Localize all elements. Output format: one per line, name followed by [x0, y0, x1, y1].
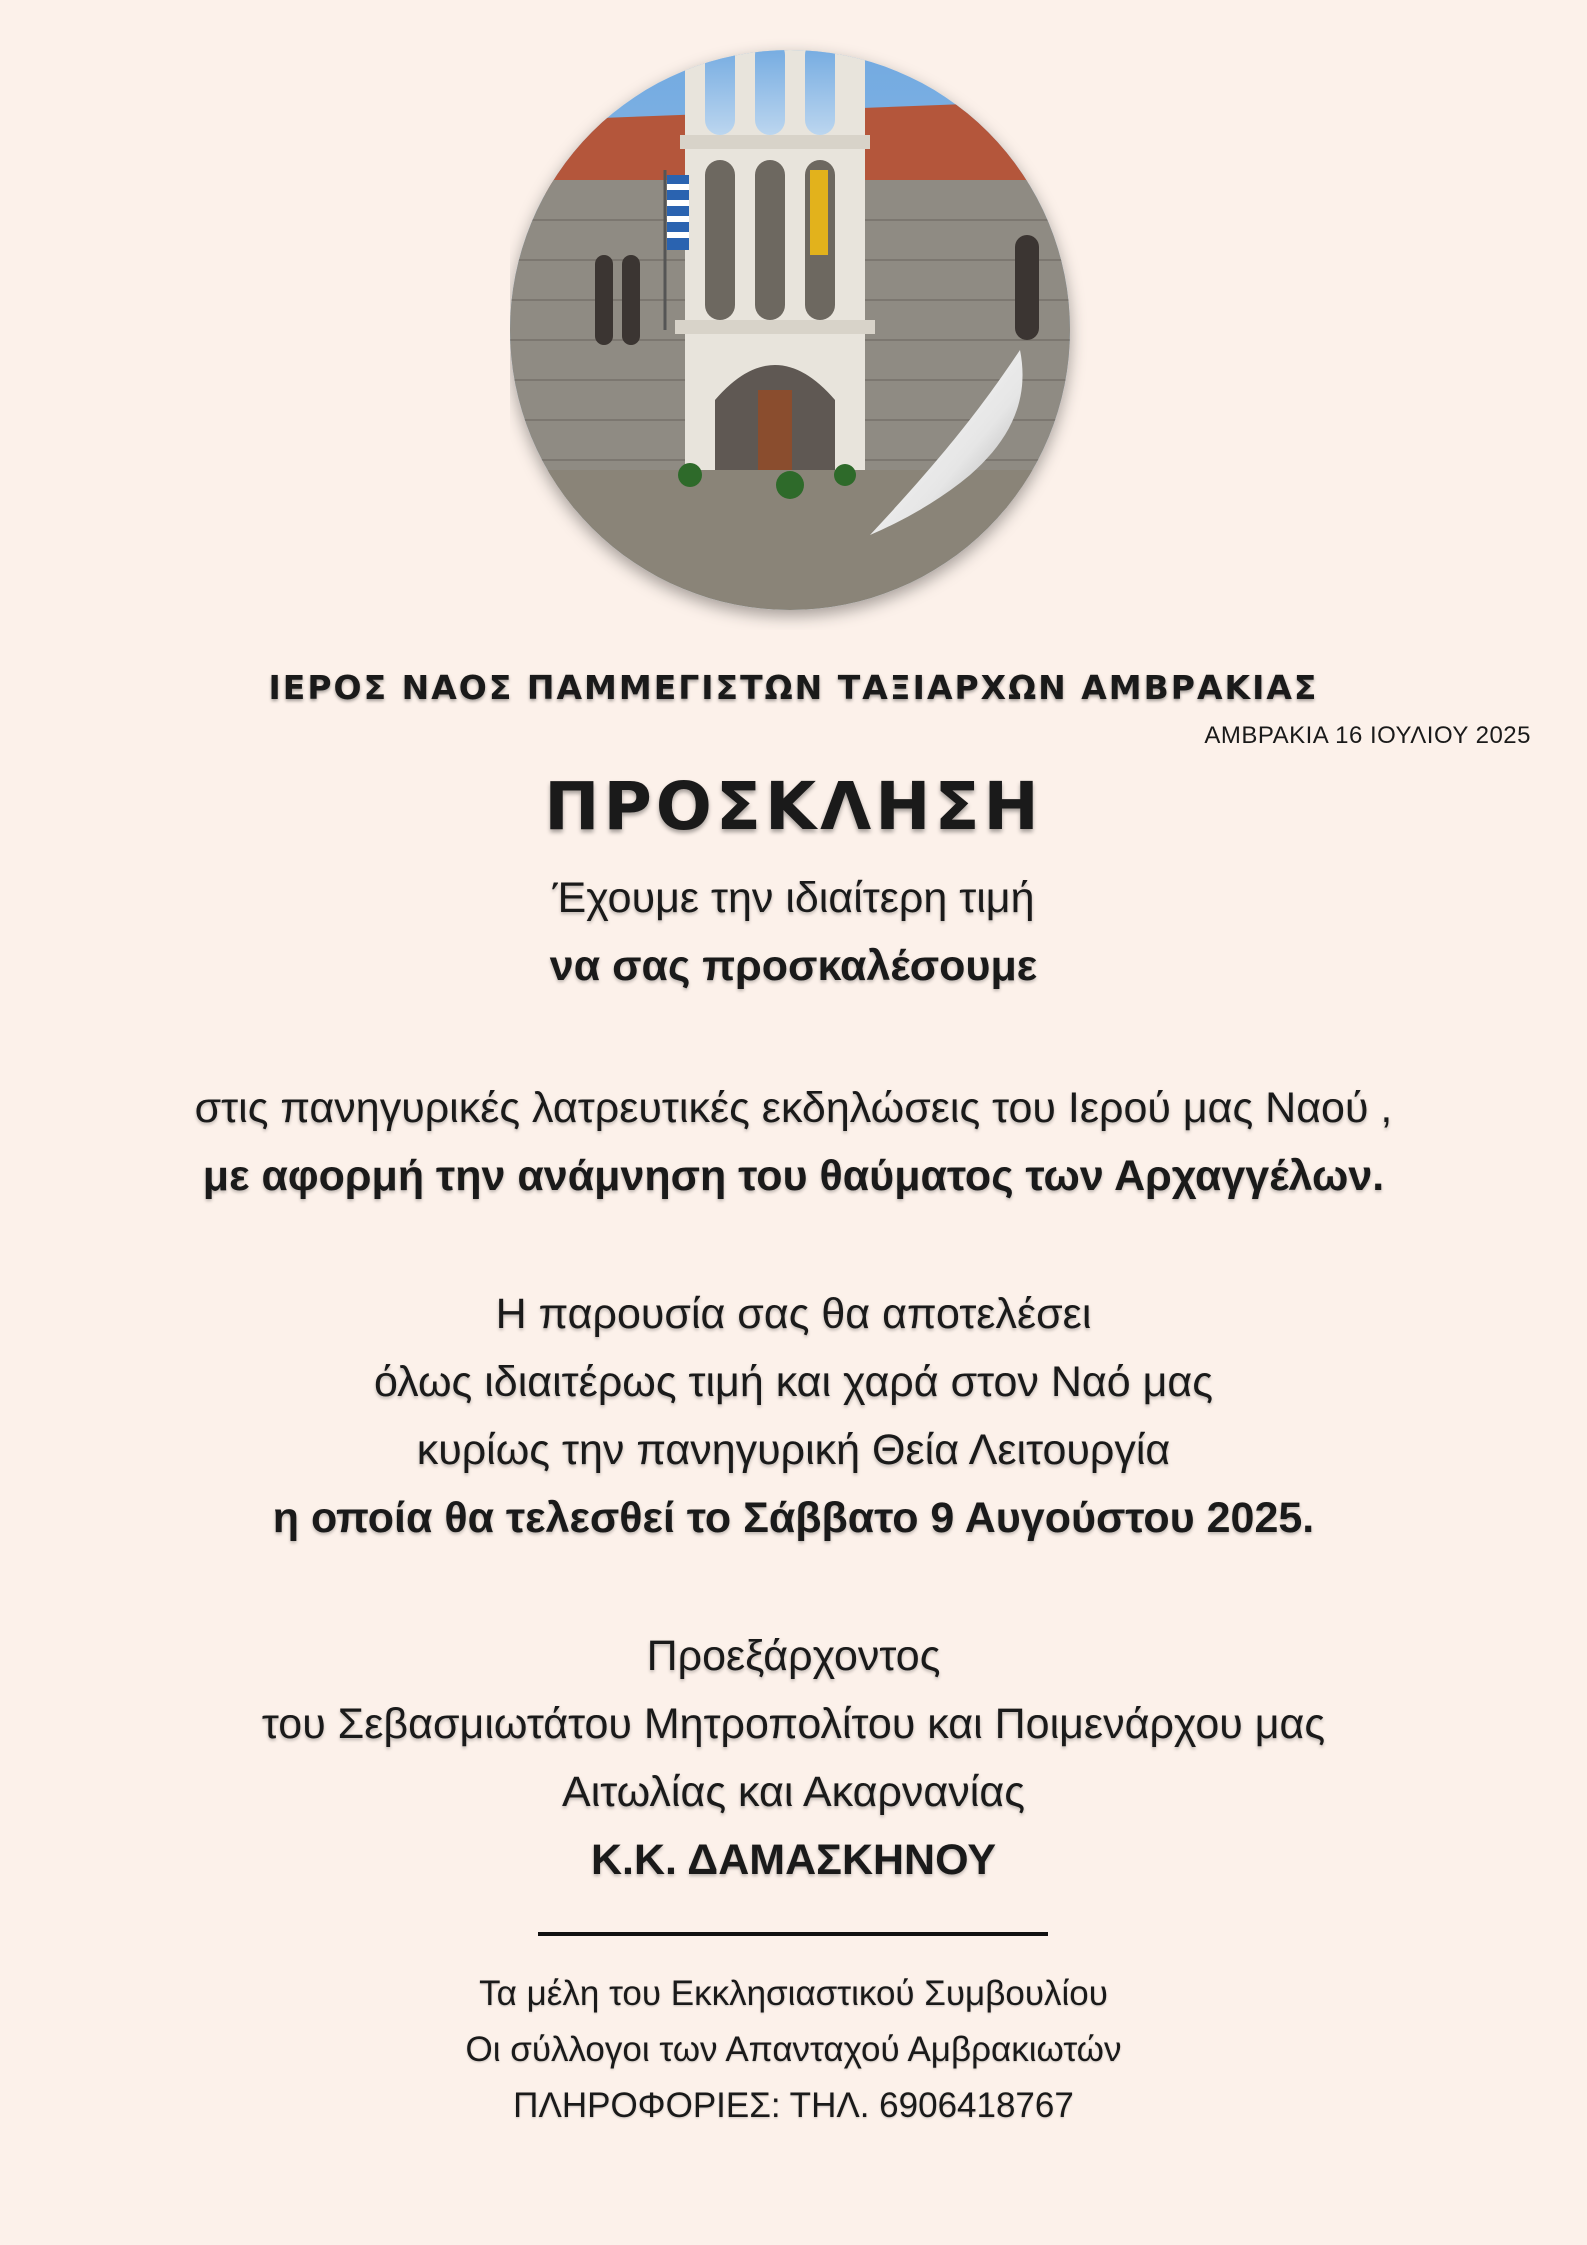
- invitation-line: του Σεβασμιωτάτου Μητροπολίτου και Ποιμενάρχου μας: [261, 1700, 1326, 1748]
- invitation-line: Κ.Κ. ΔΑΜΑΣΚΗΝΟΥ: [590, 1836, 997, 1884]
- invitation-line: Αιτωλίας και Ακαρνανίας: [562, 1768, 1025, 1816]
- invitation-line: Προεξάρχοντος: [646, 1632, 941, 1680]
- church-photo: [510, 30, 1100, 630]
- invitation-line: η οποία θα τελεσθεί το Σάββατο 9 Αυγούστου 2025.: [272, 1494, 1315, 1542]
- church-name: ΙΕΡΟΣ ΝΑΟΣ ΠΑΜΜΕΓΙΣΤΩΝ ΤΑΞΙΑΡΧΩΝ ΑΜΒΡΑΚΙΑΣ: [268, 668, 1319, 707]
- date: ΑΜΒΡΑΚΙΑ 16 ΙΟΥΛΙΟΥ 2025: [1204, 722, 1531, 749]
- invitation-line: κυρίως την πανηγυρική Θεία Λειτουργία: [416, 1426, 1171, 1474]
- footer-line: Τα μέλη του Εκκλησιαστικού Συμβουλίου: [479, 1974, 1108, 2013]
- invitation-line: Έχουμε την ιδιαίτερη τιμή: [552, 874, 1035, 922]
- invitation-line: να σας προσκαλέσουμε: [549, 942, 1038, 990]
- footer-line: Οι σύλλογοι των Απανταχού Αμβρακιωτών: [465, 2030, 1122, 2069]
- invitation-line: με αφορμή την ανάμνηση του θαύματος των Αρχαγγέλων.: [202, 1152, 1385, 1200]
- footer-line: ΠΛΗΡΟΦΟΡΙΕΣ: ΤΗΛ. 6906418767: [513, 2086, 1074, 2125]
- divider: [538, 1932, 1048, 1936]
- invitation-line: Η παρουσία σας θα αποτελέσει: [495, 1290, 1092, 1338]
- page-title: ΠΡΟΣΚΛΗΣΗ: [544, 768, 1043, 845]
- invitation-line: στις πανηγυρικές λατρευτικές εκδηλώσεις του Ιερού μας Ναού ,: [194, 1084, 1393, 1132]
- invitation-line: όλως ιδιαιτέρως τιμή και χαρά στον Ναό μας: [374, 1358, 1213, 1406]
